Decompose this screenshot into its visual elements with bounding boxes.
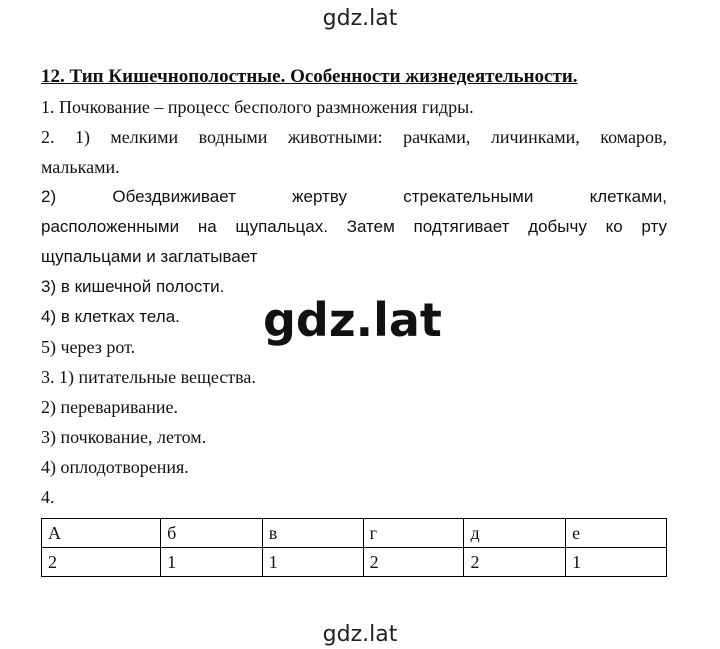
- table-cell: 1: [262, 548, 363, 577]
- table-header-cell: в: [262, 519, 363, 548]
- section-title: 12. Тип Кишечнополостные. Особенности жизнедеятельности.: [41, 66, 578, 87]
- answer-line-6: 5) через рот.: [41, 337, 136, 357]
- table-header-cell: г: [363, 519, 464, 548]
- watermark-bottom: gdz.lat: [322, 622, 398, 647]
- table-header-cell: е: [566, 519, 667, 548]
- answer-line-7: 3. 1) питательные вещества.: [41, 367, 256, 387]
- answer-line-3c: щупальцами и заглатывает: [41, 247, 258, 266]
- answer-line-11: 4.: [41, 487, 55, 507]
- table-cell: 1: [566, 548, 667, 577]
- watermark-top: gdz.lat: [322, 6, 398, 31]
- answer-line-10: 4) оплодотворения.: [41, 457, 189, 477]
- table-header-cell: А: [42, 519, 161, 548]
- answer-line-8: 2) переваривание.: [41, 397, 178, 417]
- table-header-cell: д: [464, 519, 566, 548]
- table-cell: 2: [363, 548, 464, 577]
- answer-line-2a: 2. 1) мелкими водными животными: рачками, личинками, комаров,: [41, 127, 667, 147]
- table-row: [42, 548, 667, 577]
- table-header-cell: б: [161, 519, 263, 548]
- answer-line-4: 3) в кишечной полости.: [41, 277, 225, 296]
- table-header-row: [42, 519, 667, 548]
- answer-line-3b: расположенными на щупальцах. Затем подтягивает добычу ко рту: [41, 217, 667, 236]
- table-cell: 1: [161, 548, 263, 577]
- answer-table: [41, 518, 667, 577]
- table-cell: 2: [42, 548, 161, 577]
- answer-line-5: 4) в клетках тела.: [41, 307, 180, 326]
- answer-line-2b: мальками.: [41, 157, 120, 177]
- table-cell: 2: [464, 548, 566, 577]
- answer-line-1: 1. Почкование – процесс бесполого размножения гидры.: [41, 97, 474, 117]
- document-body: [41, 62, 667, 512]
- answer-line-3a: 2) Обездвиживает жертву стрекательными клетками,: [41, 187, 667, 206]
- watermark-middle: gdz.lat: [263, 293, 442, 347]
- answer-line-9: 3) почкование, летом.: [41, 427, 207, 447]
